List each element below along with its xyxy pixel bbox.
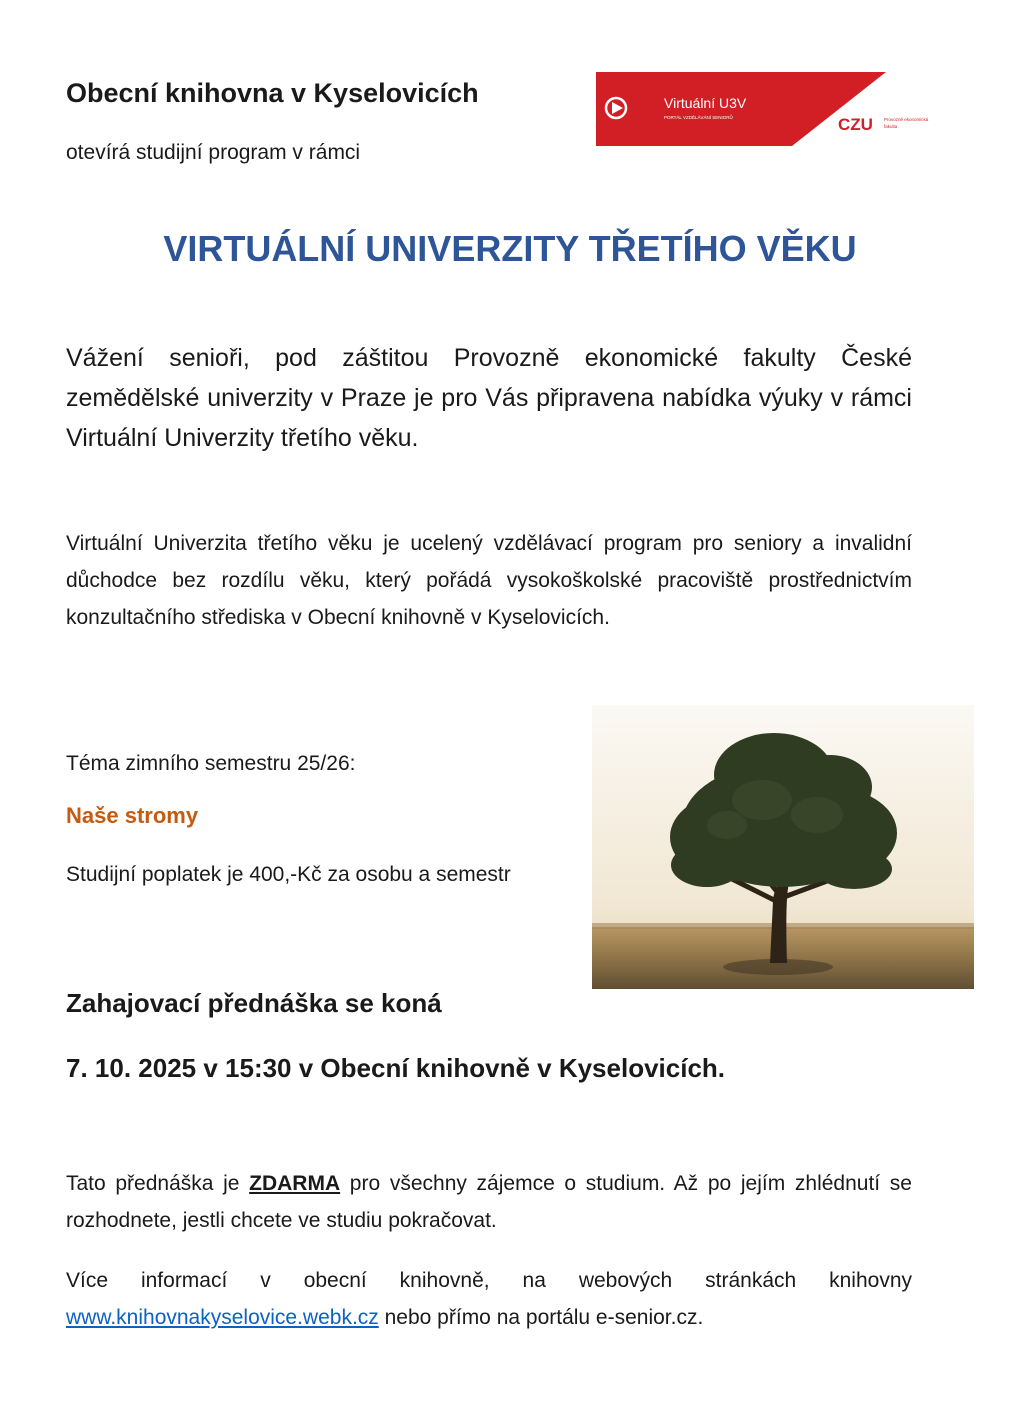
free-lecture-text-end: pro všechny zájemce o studium. Až po jejím zhlédnutí se rozhodnete, jestli chcete ve studiu pokračovat.: [66, 1172, 912, 1232]
logo-name: Virtuální U3V: [664, 95, 747, 111]
u3v-czu-logo: [596, 72, 968, 150]
opening-lecture-date: 7. 10. 2025 v 15:30 v Obecní knihovně v Kyselovicích.: [66, 1053, 726, 1083]
library-title: Obecní knihovna v Kyselovicích: [66, 78, 479, 108]
more-info-paragraph: [66, 1262, 912, 1336]
study-fee: Studijní poplatek je 400,-Kč za osobu a semestr: [66, 863, 511, 886]
czu-logo-line1: Provozně ekonomická: [884, 117, 929, 122]
more-info-text-end: nebo přímo na portálu e-senior.cz.: [378, 1306, 704, 1329]
logo-tagline: PORTÁL VZDĚLÁVÁNÍ SENIORŮ: [664, 115, 733, 120]
more-info-text-start: Více informací v obecní knihovně, na webových stránkách knihovny: [66, 1269, 912, 1292]
free-emphasis: ZDARMA: [249, 1172, 341, 1195]
intro-paragraph: Vážení senioři, pod záštitou Provozně ekonomické fakulty České zemědělské univerzity v Praze je pro Vás připravena nabídka výuky v rámci Virtuální Univerzity třetího věku.: [66, 344, 912, 452]
free-lecture-paragraph: [66, 1165, 912, 1239]
semester-label: Téma zimního semestru 25/26:: [66, 752, 356, 775]
tree-photo: [592, 705, 974, 989]
description-paragraph: Virtuální Univerzita třetího věku je ucelený vzdělávací program pro seniory a invalidní důchodce bez rozdílu věku, který pořádá vysokoškolské pracoviště prostřednictvím konzultačního střediska v Obecní knihovně v Kyselovicích.: [66, 532, 912, 629]
program-intro-line: otevírá studijní program v rámci: [66, 141, 361, 164]
semester-topic: Naše stromy: [66, 803, 199, 828]
free-lecture-text-start: Tato přednáška je: [66, 1172, 250, 1195]
czu-logo-line2: fakulta: [884, 124, 898, 129]
library-website-link[interactable]: www.knihovnakyselovice.webk.cz: [66, 1306, 379, 1329]
czu-logo-mark: CZU: [838, 115, 873, 134]
program-heading: VIRTUÁLNÍ UNIVERZITY TŘETÍHO VĚKU: [163, 228, 857, 269]
opening-lecture-label: Zahajovací přednáška se koná: [66, 988, 442, 1018]
